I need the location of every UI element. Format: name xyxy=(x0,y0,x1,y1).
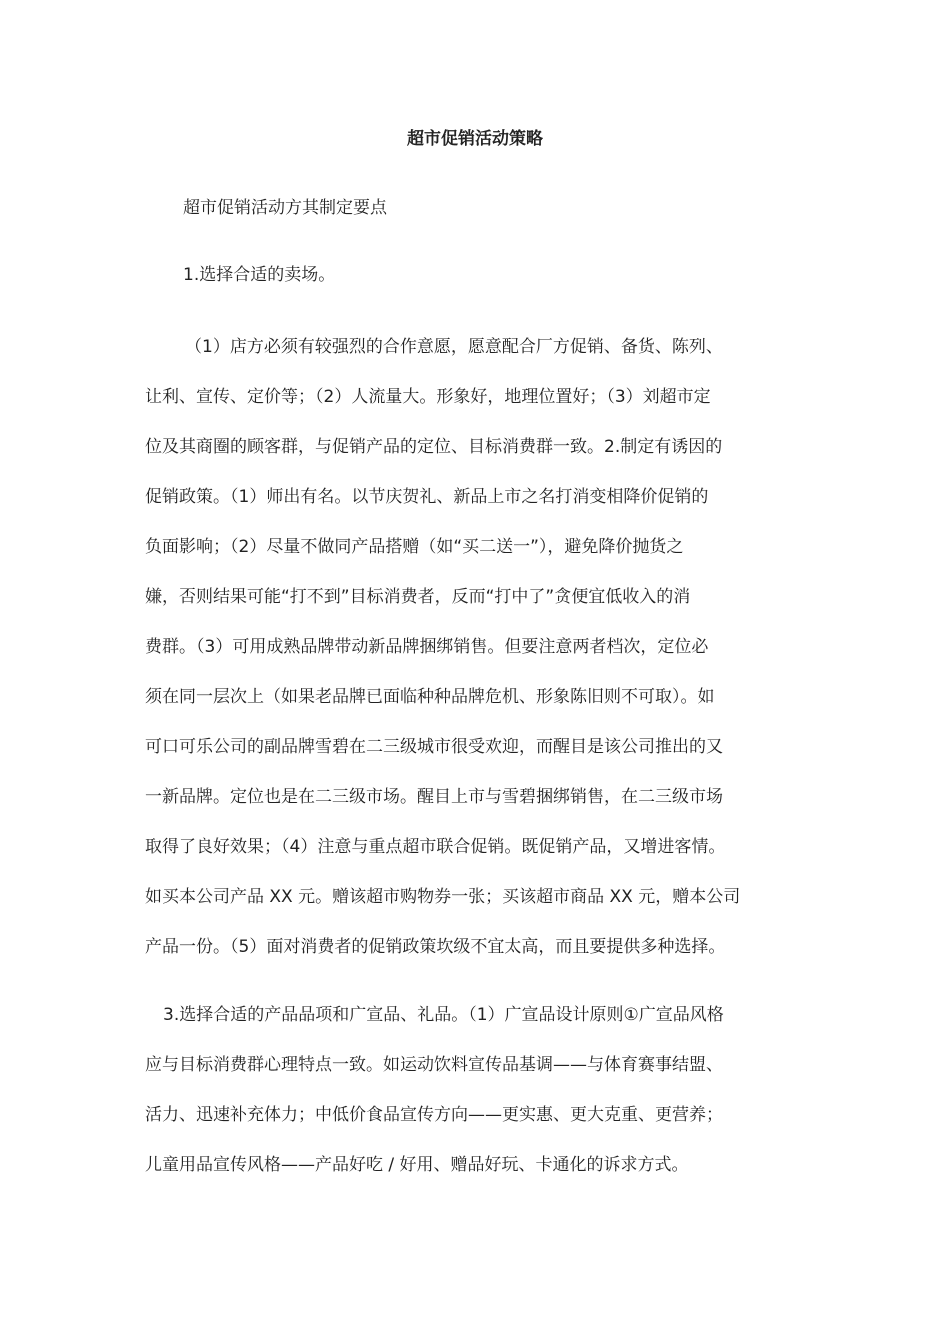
paragraph-1-line: 须在同一层次上（如果老品牌已面临种种品牌危机、形象陈旧则不可取）。如 xyxy=(145,687,715,707)
paragraph-1-line: 取得了良好效果；（4）注意与重点超市联合促销。既促销产品，又增进客情。 xyxy=(145,837,726,857)
paragraph-1-line: 费群。（3）可用成熟品牌带动新品牌捆绑销售。但要注意两者档次，定位必 xyxy=(145,637,709,657)
paragraph-1-line: 让利、宣传、定价等；（2）人流量大。形象好，地理位置好；（3）刘超市定 xyxy=(145,387,711,407)
paragraph-2-line: 儿童用品宣传风格——产品好吃 / 好用、赠品好玩、卡通化的诉求方式。 xyxy=(145,1155,689,1175)
paragraph-1-line: （1）店方必须有较强烈的合作意愿，愿意配合厂方促销、备货、陈列、 xyxy=(185,337,723,357)
paragraph-1-line: 嫌，否则结果可能“打不到”目标消费者，反而“打中了”贪便宜低收入的消 xyxy=(145,587,691,607)
paragraph-1 xyxy=(145,322,809,972)
paragraph-1-line: 如买本公司产品 XX 元。赠该超市购物券一张；买该超市商品 XX 元，赠本公司 xyxy=(145,887,741,907)
paragraph-1-line: 一新品牌。定位也是在二三级市场。醒目上市与雪碧捆绑销售，在二三级市场 xyxy=(145,787,723,807)
document-subtitle: 超市促销活动方其制定要点 xyxy=(183,198,387,218)
paragraph-2 xyxy=(145,990,809,1190)
paragraph-1-line: 位及其商圈的顾客群，与促销产品的定位、目标消费群一致。2.制定有诱因的 xyxy=(145,437,723,457)
paragraph-1-line: 负面影响；（2）尽量不做同产品搭赠（如“买二送一”），避免降价抛货之 xyxy=(145,537,684,557)
paragraph-2-line: 3.选择合适的产品品项和广宣品、礼品。（1）广宣品设计原则①广宣品风格 xyxy=(163,1005,724,1025)
paragraph-1-line: 可口可乐公司的副品牌雪碧在二三级城市很受欢迎，而醒目是该公司推出的又 xyxy=(145,737,723,757)
paragraph-1-line: 产品一份。（5）面对消费者的促销政策坎级不宜太高，而且要提供多种选择。 xyxy=(145,937,726,957)
paragraph-1-line: 促销政策。（1）师出有名。以节庆贺礼、新品上市之名打消变相降价促销的 xyxy=(145,487,709,507)
paragraph-2-line: 活力、迅速补充体力；中低价食品宣传方向——更实惠、更大克重、更营养； xyxy=(145,1105,723,1125)
paragraph-2-line: 应与目标消费群心理特点一致。如运动饮料宣传品基调——与体育赛事结盟、 xyxy=(145,1055,723,1075)
point-1-heading: 1.选择合适的卖场。 xyxy=(183,265,336,285)
document-title: 超市促销活动策略 xyxy=(407,129,543,149)
